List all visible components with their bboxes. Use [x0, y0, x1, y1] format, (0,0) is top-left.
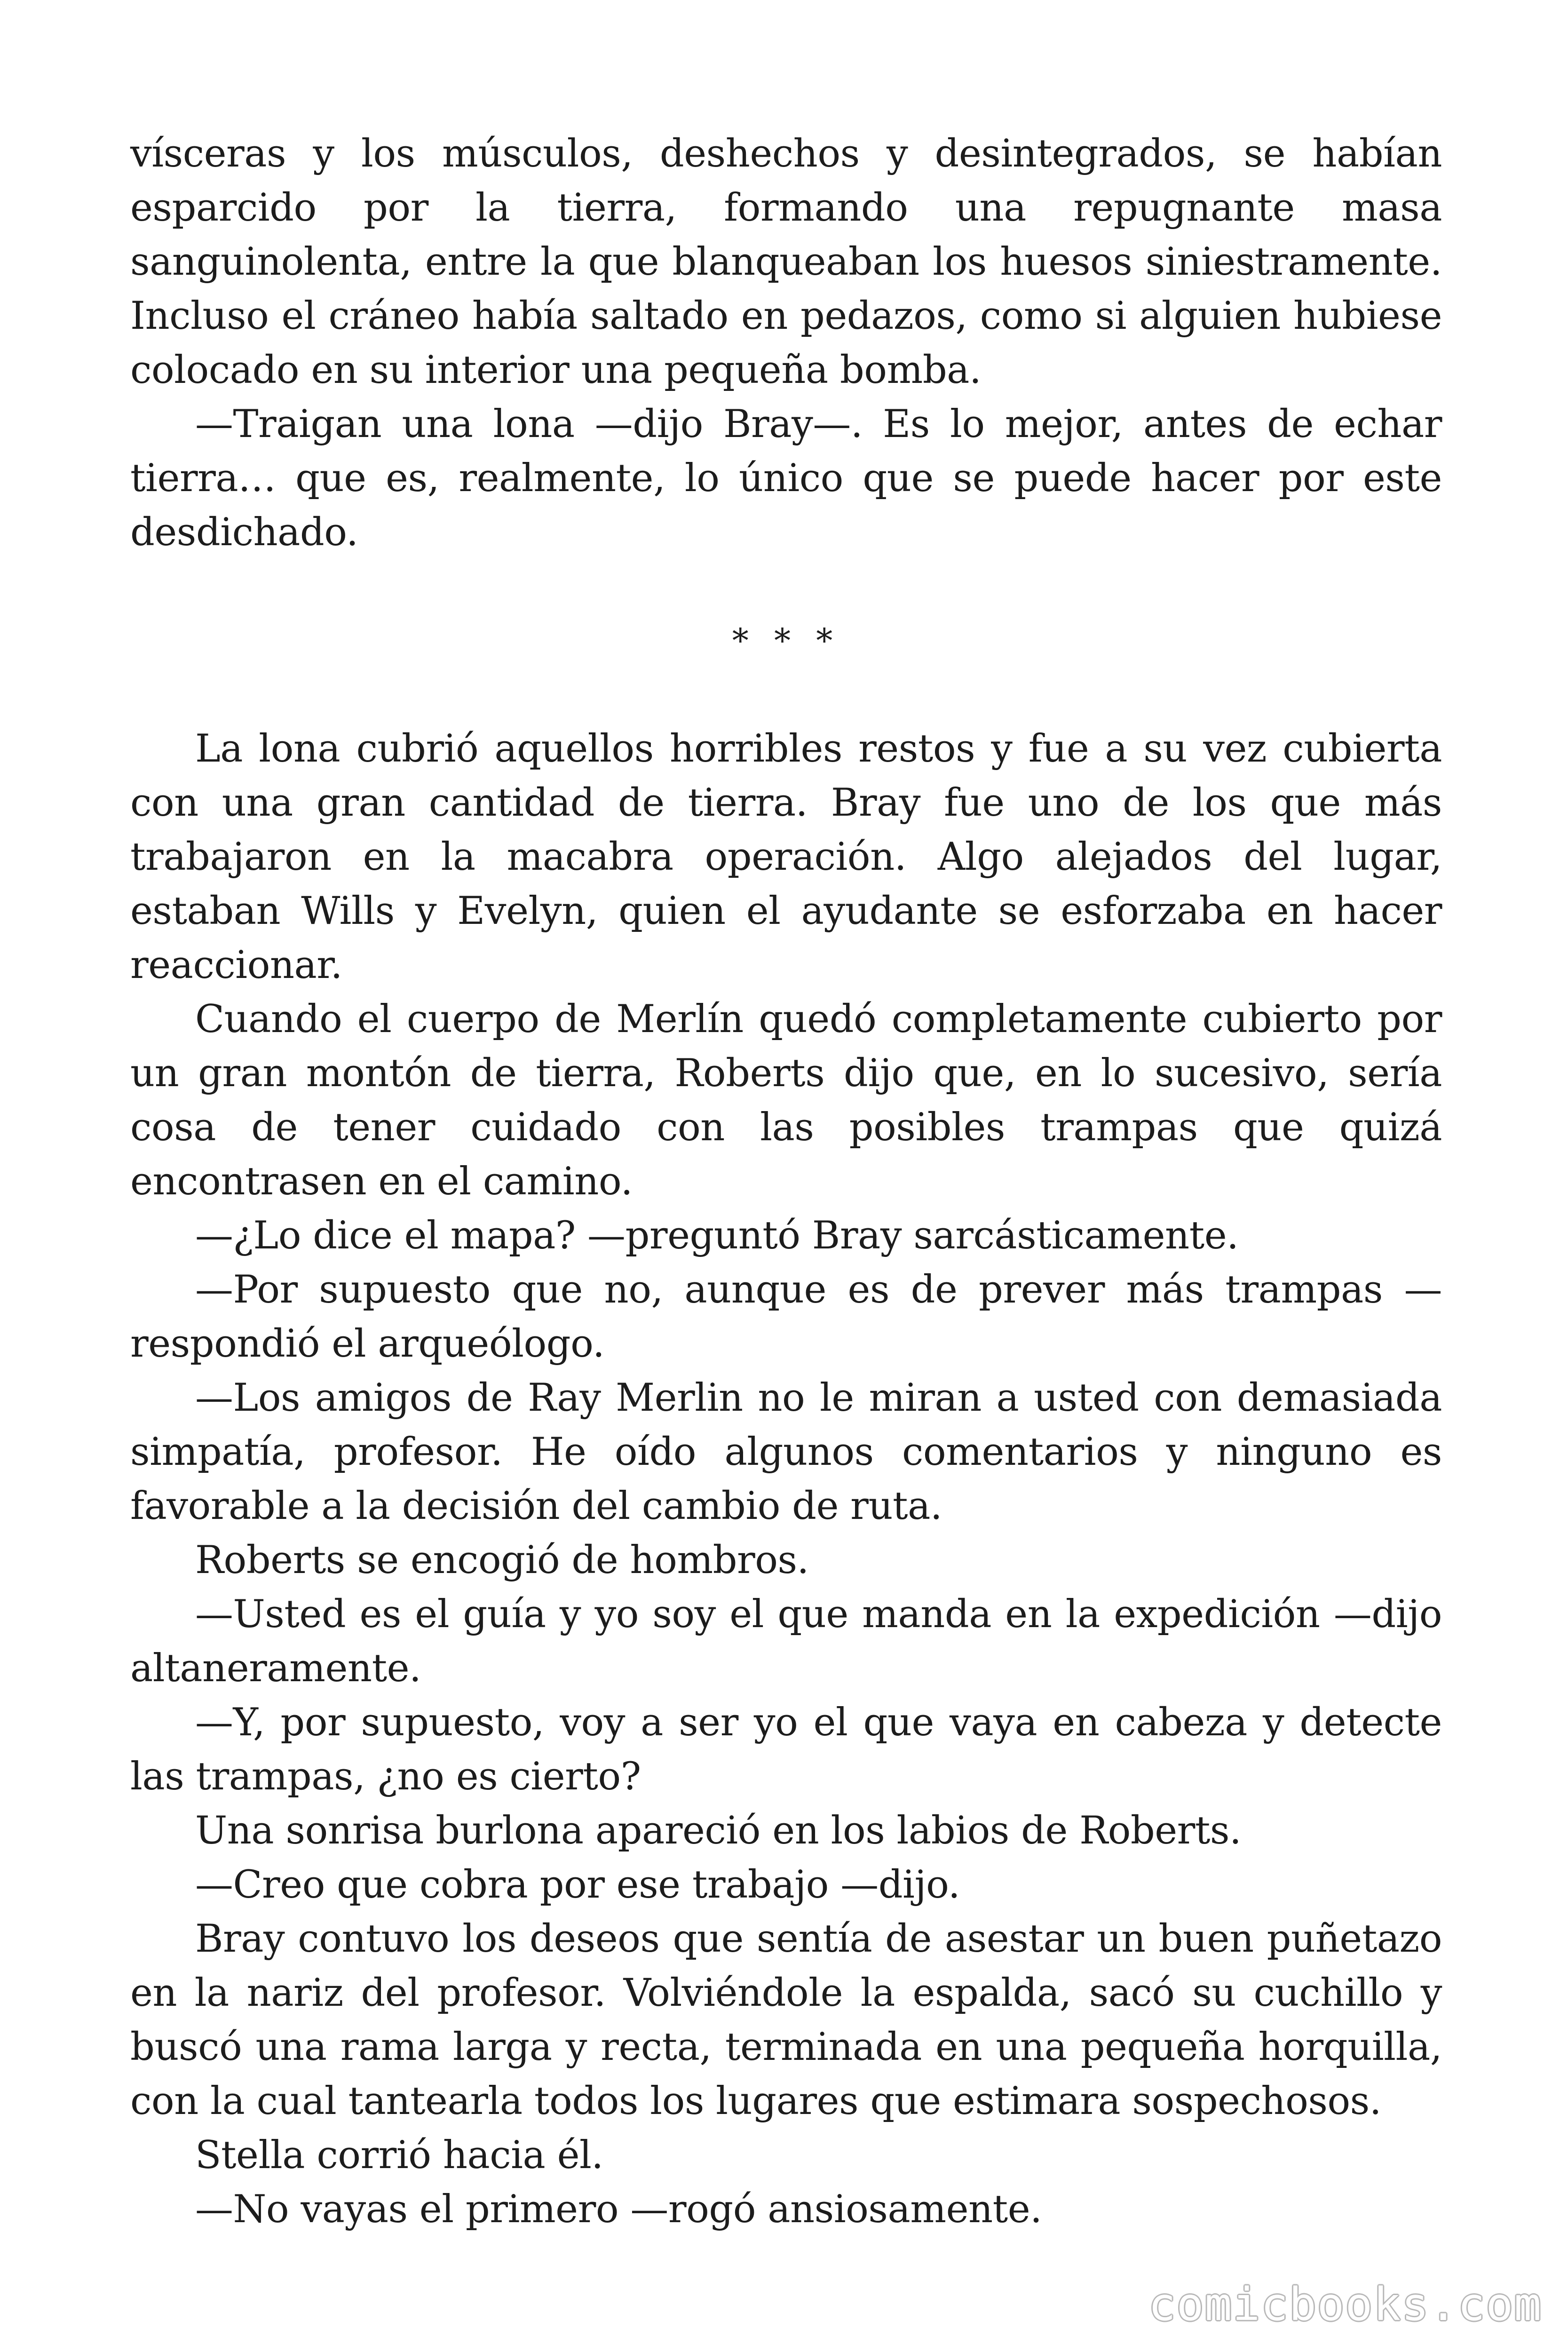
paragraph: —Y, por supuesto, voy a ser yo el que vaya en cabeza y detecte las trampas, ¿no es cierto?: [130, 1700, 1442, 1799]
paragraph: —Los amigos de Ray Merlin no le miran a usted con demasiada simpatía, profesor. He oído algunos comentarios y ninguno es favorable a la decisión del cambio de ruta.: [130, 1376, 1442, 1528]
page-text: [130, 127, 1442, 2237]
paragraph: —No vayas el primero —rogó ansiosamente.: [195, 2187, 1042, 2232]
watermark: comicbooks.com: [1148, 2278, 1542, 2331]
paragraph: vísceras y los músculos, deshechos y desintegrados, se habían esparcido por la tierra, formando una repugnante masa sanguinolenta, entre la que blanqueaban los huesos siniestramente. Incluso el cráneo había saltado en pedazos, como si alguien hubiese colocado en su interior una pequeña bomba.: [130, 132, 1442, 392]
paragraph: —Por supuesto que no, aunque es de prever más trampas — respondió el arqueólogo.: [130, 1268, 1442, 1366]
paragraph: Stella corrió hacia él.: [195, 2133, 603, 2177]
paragraph: —Traigan una lona —dijo Bray—. Es lo mejor, antes de echar tierra… que es, realmente, lo único que se puede hacer por este desdichado.: [130, 402, 1442, 555]
paragraph: —¿Lo dice el mapa? —preguntó Bray sarcásticamente.: [195, 1214, 1239, 1258]
section-separator: * * *: [732, 621, 840, 660]
paragraph: Cuando el cuerpo de Merlín quedó completamente cubierto por un gran montón de tierra, Roberts dijo que, en lo sucesivo, sería cosa de tener cuidado con las posibles trampas que quizá encontrasen en el camino.: [130, 997, 1442, 1204]
paragraph: La lona cubrió aquellos horribles restos y fue a su vez cubierta con una gran cantidad de tierra. Bray fue uno de los que más trabajaron en la macabra operación. Algo alejados del lugar, estaban Wills y Evelyn, quien el ayudante se esforzaba en hacer reaccionar.: [130, 727, 1442, 987]
paragraph: —Creo que cobra por ese trabajo —dijo.: [195, 1863, 960, 1907]
paragraph: Bray contuvo los deseos que sentía de asestar un buen puñetazo en la nariz del profesor. Volviéndole la espalda, sacó su cuchillo y buscó una rama larga y recta, terminada en una pequeña horquilla, con la cual tantearla todos los lugares que estimara sospechosos.: [130, 1917, 1442, 2123]
paragraph: Roberts se encogió de hombros.: [195, 1538, 809, 1582]
paragraph: Una sonrisa burlona apareció en los labios de Roberts.: [195, 1809, 1242, 1853]
paragraph: —Usted es el guía y yo soy el que manda en la expedición —dijo altaneramente.: [130, 1592, 1442, 1691]
